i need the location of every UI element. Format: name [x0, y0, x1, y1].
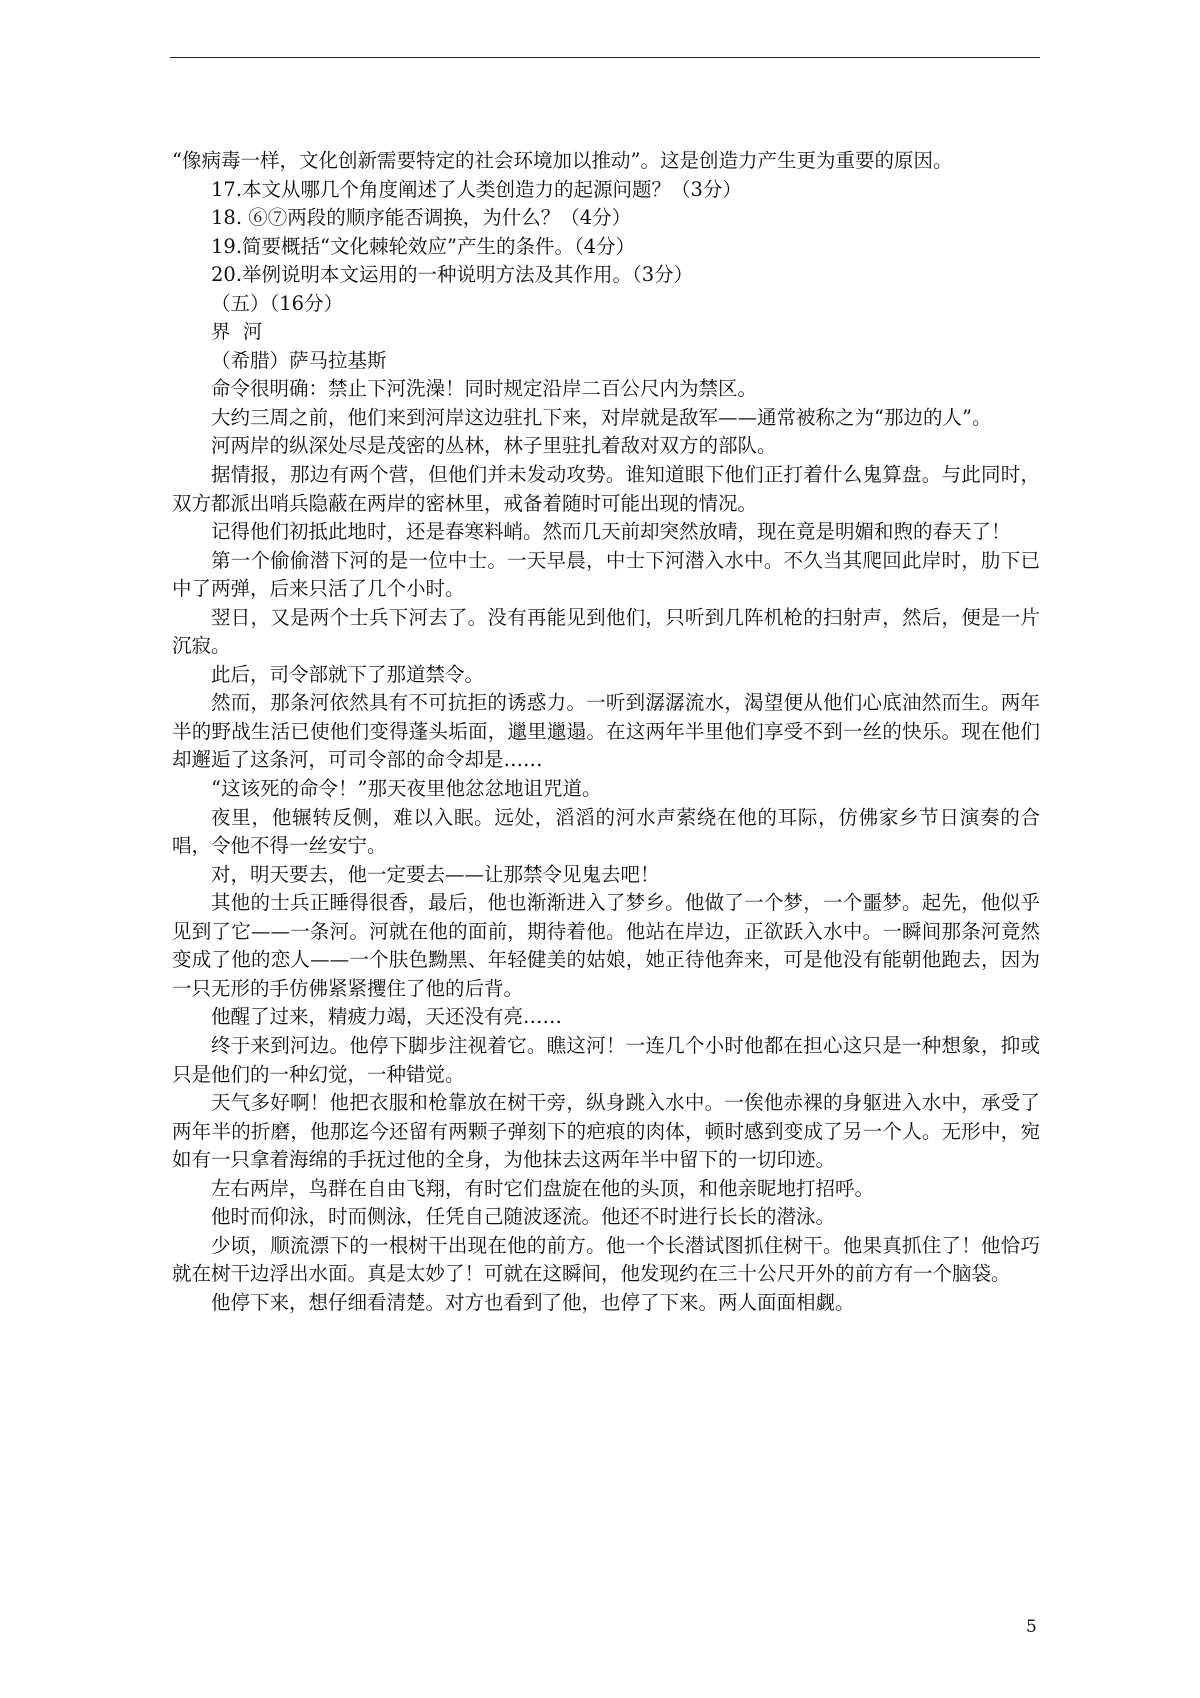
paragraph: 命令很明确：禁止下河洗澡！同时规定沿岸二百公尺内为禁区。 — [211, 377, 758, 401]
paragraph: 对，明天要去，他一定要去——让那禁令见鬼去吧！ — [211, 862, 660, 886]
document-body — [172, 147, 1040, 1317]
question-18: 18. ⑥⑦两段的顺序能否调换，为什么？（4分） — [211, 206, 632, 230]
story-author: （希腊）萨马拉基斯 — [211, 348, 387, 372]
page-number: 5 — [1026, 1617, 1037, 1637]
paragraph: 他停下来，想仔细看清楚。对方也看到了他，也停了下来。两人面面相觑。 — [211, 1290, 855, 1314]
paragraph: 他时而仰泳，时而侧泳，任凭自己随波逐流。他还不时进行长长的潜泳。 — [211, 1205, 836, 1229]
section-heading: （五）（16分） — [211, 291, 344, 315]
paragraph: 记得他们初抵此地时，还是春寒料峭。然而几天前却突然放晴，现在竟是明媚和煦的春天了！ — [211, 520, 1011, 544]
paragraph: 天气多好啊！他把衣服和枪靠放在树干旁，纵身跳入水中。一俟他赤裸的身躯进入水中，承受了两年半的折磨，他那迄今还留有两颗子弹刻下的疤痕的肉体，顿时感到变成了另一个人。无形中，宛如有一只拿着海绵的手抚过他的全身，为他抹去这两年半中留下的一切印迹。 — [172, 1091, 1040, 1172]
question-17: 17.本文从哪几个角度阐述了人类创造力的起源问题？（3分） — [211, 177, 742, 201]
paragraph: “像病毒一样，文化创新需要特定的社会环境加以推动”。这是创造力产生更为重要的原因。 — [172, 149, 953, 172]
paragraph: 终于来到河边。他停下脚步注视着它。瞧这河！一连几个小时他都在担心这只是一种想象，抑或只是他们的一种幻觉，一种错觉。 — [172, 1033, 1040, 1086]
paragraph: 此后，司令部就下了那道禁令。 — [211, 662, 485, 686]
paragraph: 然而，那条河依然具有不可抗拒的诱惑力。一听到潺潺流水，渴望便从他们心底油然而生。两年半的野战生活已使他们变得蓬头垢面，邋里邋遢。在这两年半里他们享受不到一丝的快乐。现在他们却邂逅了这条河，可司令部的命令却是…… — [172, 691, 1040, 772]
paragraph: 河两岸的纵深处尽是茂密的丛林，林子里驻扎着敌对双方的部队。 — [211, 434, 777, 458]
story-title: 界 河 — [211, 320, 263, 344]
paragraph: 第一个偷偷潜下河的是一位中士。一天早晨，中士下河潜入水中。不久当其爬回此岸时，肋下已中了两弹，后来只活了几个小时。 — [172, 548, 1040, 601]
paragraph: 其他的士兵正睡得很香，最后，他也渐渐进入了梦乡。他做了一个梦，一个噩梦。起先，他似乎见到了它——一条河。河就在他的面前，期待着他。他站在岸边，正欲跃入水中。一瞬间那条河竟然变成了他的恋人——一个肤色黝黑、年轻健美的姑娘，她正待他奔来，可是他没有能朝他跑去，因为一只无形的手仿佛紧紧攫住了他的后背。 — [172, 891, 1040, 1000]
paragraph: 夜里，他辗转反侧，难以入眠。远处，滔滔的河水声萦绕在他的耳际，仿佛家乡节日演奏的合唱，令他不得一丝安宁。 — [172, 805, 1040, 858]
paragraph: 大约三周之前，他们来到河岸这边驻扎下来，对岸就是敌军——通常被称之为“那边的人”。 — [211, 405, 992, 429]
question-19: 19.简要概括“文化棘轮效应”产生的条件。（4分） — [211, 234, 636, 258]
question-20: 20.举例说明本文运用的一种说明方法及其作用。（3分） — [211, 263, 694, 287]
paragraph: 少顷，顺流漂下的一根树干出现在他的前方。他一个长潜试图抓住树干。他果真抓住了！他恰巧就在树干边浮出水面。真是太妙了！可就在这瞬间，他发现约在三十公尺开外的前方有一个脑袋。 — [172, 1233, 1040, 1286]
paragraph: “这该死的命令！”那天夜里他忿忿地诅咒道。 — [211, 777, 602, 801]
paragraph: 他醒了过来，精疲力竭，天还没有亮…… — [211, 1005, 563, 1029]
header-rule — [170, 57, 1040, 58]
paragraph: 据情报，那边有两个营，但他们并未发动攻势。谁知道眼下他们正打着什么鬼算盘。与此同时，双方都派出哨兵隐蔽在两岸的密林里，戒备着随时可能出现的情况。 — [172, 463, 1040, 515]
paragraph: 左右两岸，鸟群在自由飞翔，有时它们盘旋在他的头顶，和他亲昵地打招呼。 — [211, 1176, 875, 1200]
paragraph: 翌日，又是两个士兵下河去了。没有再能见到他们，只听到几阵机枪的扫射声，然后，便是一片沉寂。 — [172, 605, 1040, 658]
